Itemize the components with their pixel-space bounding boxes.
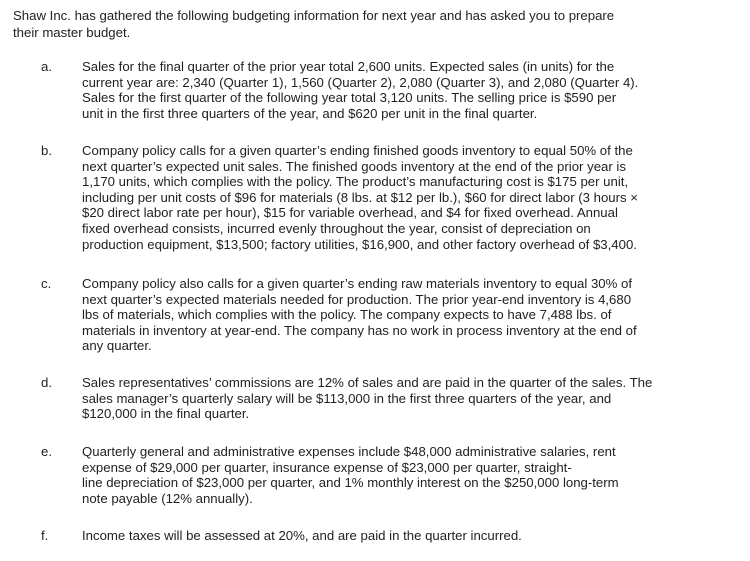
item-line: lbs of materials, which complies with the policy. The company expects to have 7,488 lbs. of bbox=[82, 307, 612, 323]
item-letter: e. bbox=[41, 444, 52, 459]
item-line: Company policy calls for a given quarter’s ending finished goods inventory to equal 50% of the bbox=[82, 143, 633, 158]
item-line: next quarter’s expected materials needed for production. The prior year-end inventory is 4,680 bbox=[82, 291, 632, 307]
item-line: Quarterly general and administrative expenses include $48,000 administrative salaries, rent bbox=[82, 444, 616, 459]
item-line: unit in the first three quarters of the year, and $620 per unit in the final quarter. bbox=[82, 105, 538, 121]
item-line: Sales for the first quarter of the following year total 3,120 units. The selling price is $590 per bbox=[82, 90, 617, 106]
item-letter: c. bbox=[41, 276, 52, 291]
item-letter: f. bbox=[41, 528, 49, 543]
item-text bbox=[82, 276, 702, 354]
intro-line: Shaw Inc. has gathered the following budgeting information for next year and has asked you to prepare bbox=[13, 8, 615, 23]
item-letter: b. bbox=[41, 143, 52, 158]
item-line: sales manager’s quarterly salary will be $113,000 in the first three quarters of the year, and bbox=[82, 390, 612, 406]
item-line: 1,170 units, which complies with the policy. The product’s manufacturing cost is $175 per unit, bbox=[82, 174, 629, 190]
item-text bbox=[82, 143, 702, 252]
item-line: $120,000 in the final quarter. bbox=[82, 406, 250, 422]
item-line: current year are: 2,340 (Quarter 1), 1,560 (Quarter 2), 2,080 (Quarter 3), and 2,080 (Quarter 4). bbox=[82, 74, 639, 90]
intro-line: their master budget. bbox=[13, 25, 131, 40]
item-line: line depreciation of $23,000 per quarter, and 1% monthly interest on the $250,000 long-term bbox=[82, 475, 619, 491]
item-line: Income taxes will be assessed at 20%, and are paid in the quarter incurred. bbox=[82, 528, 522, 543]
intro-paragraph bbox=[13, 7, 713, 41]
item-text bbox=[82, 59, 702, 121]
item-line: production equipment, $13,500; factory utilities, $16,900, and other factory overhead of $3,400. bbox=[82, 236, 637, 252]
item-text bbox=[82, 528, 702, 544]
item-line: Sales representatives’ commissions are 12% of sales and are paid in the quarter of the sales. The bbox=[82, 375, 653, 390]
item-line: $20 direct labor rate per hour), $15 for variable overhead, and $4 for fixed overhead. Annual bbox=[82, 205, 618, 221]
item-line: Company policy also calls for a given quarter’s ending raw materials inventory to equal 30% of bbox=[82, 276, 633, 291]
item-text bbox=[82, 375, 702, 422]
item-line: Sales for the final quarter of the prior year total 2,600 units. Expected sales (in units) for the bbox=[82, 59, 615, 74]
item-line: next quarter’s expected unit sales. The finished goods inventory at the end of the prior year is bbox=[82, 158, 626, 174]
item-line: fixed overhead consists, incurred evenly throughout the year, consist of depreciation on bbox=[82, 220, 591, 236]
item-letter: a. bbox=[41, 59, 52, 74]
item-line: note payable (12% annually). bbox=[82, 490, 253, 506]
item-line: including per unit costs of $96 for materials (8 lbs. at $12 per lb.), $60 for direct labor (3 hours × bbox=[82, 189, 638, 205]
item-line: materials in inventory at year-end. The company has no work in process inventory at the end of bbox=[82, 322, 637, 338]
item-line: expense of $29,000 per quarter, insurance expense of $23,000 per quarter, straight- bbox=[82, 459, 572, 475]
item-text bbox=[82, 444, 702, 506]
item-letter: d. bbox=[41, 375, 52, 390]
item-line: any quarter. bbox=[82, 338, 152, 354]
